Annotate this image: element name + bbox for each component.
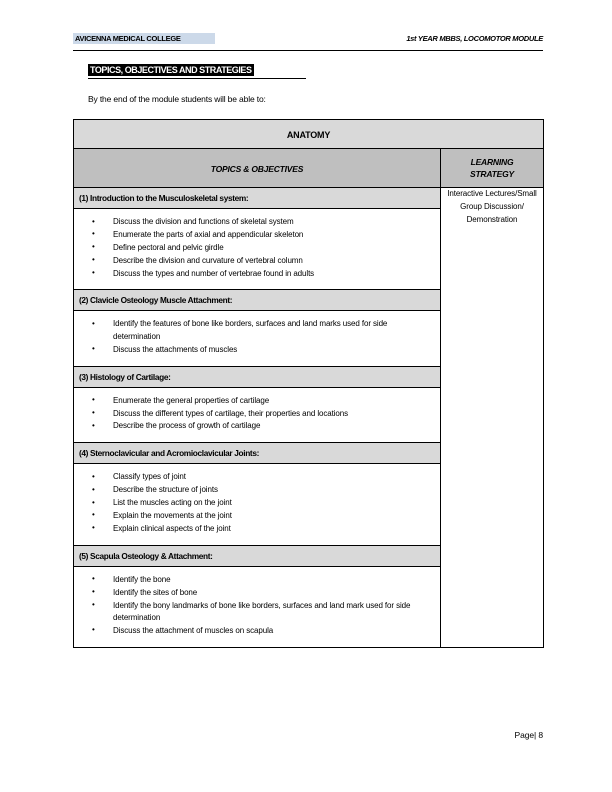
header-divider <box>73 50 543 51</box>
intro-text: By the end of the module students will be able to: <box>88 94 266 104</box>
list-item: • Describe the division and curvature of vertebral column <box>82 255 432 267</box>
list-item: • Discuss the attachment of muscles on scapula <box>82 625 432 637</box>
table-column-headers <box>74 149 544 188</box>
objective-list <box>82 574 432 637</box>
topics-objectives-cell <box>74 188 441 648</box>
page-number: Page| 8 <box>514 730 543 740</box>
list-item: • List the muscles acting on the joint <box>82 497 432 509</box>
topic-heading: (1) Introduction to the Musculoskeletal system: <box>74 188 440 209</box>
list-item: • Explain the movements at the joint <box>82 510 432 522</box>
learning-strategy-cell: Interactive Lectures/Small Group Discussion/ Demonstration <box>441 188 544 648</box>
strategy-column-header-line1: LEARNING <box>470 156 514 167</box>
topic-heading: (4) Sternoclavicular and Acromioclavicular Joints: <box>74 442 440 464</box>
subject-header-cell <box>74 120 544 149</box>
list-item: • Define pectoral and pelvic girdle <box>82 242 432 254</box>
list-item: • Identify the sites of bone <box>82 587 432 599</box>
running-header <box>73 33 543 51</box>
topic-objectives <box>74 388 440 443</box>
list-item: • Identify the bony landmarks of bone like borders, surfaces and land mark used for side determination <box>82 600 432 625</box>
list-item: • Describe the process of growth of cartilage <box>82 420 432 432</box>
topic-objectives <box>74 209 440 289</box>
topic-heading: (2) Clavicle Osteology Muscle Attachment: <box>74 289 440 311</box>
topic-objectives <box>74 567 440 647</box>
subject-name: ANATOMY <box>286 130 331 140</box>
list-item: • Explain clinical aspects of the joint <box>82 523 432 535</box>
page-title-underline <box>88 78 306 79</box>
topics-objectives-table <box>73 119 544 648</box>
topic-heading: (5) Scapula Osteology & Attachment: <box>74 545 440 567</box>
list-item: • Describe the structure of joints <box>82 484 432 496</box>
table-body-row <box>74 188 544 648</box>
strategy-column-header-line2: STRATEGY <box>469 169 515 179</box>
list-item: • Classify types of joint <box>82 471 432 483</box>
list-item: • Discuss the attachments of muscles <box>82 344 432 356</box>
topic-group-list <box>74 188 440 647</box>
topics-column-header-cell <box>74 149 441 188</box>
list-item: • Enumerate the general properties of cartilage <box>82 395 432 407</box>
objective-list <box>82 216 432 280</box>
list-item: • Discuss the different types of cartilage, their properties and locations <box>82 408 432 420</box>
list-item: • Identify the features of bone like borders, surfaces and land marks used for side determination <box>82 318 432 343</box>
strategy-column-header-cell <box>441 149 544 188</box>
topic-objectives <box>74 311 440 365</box>
table-subject-row <box>74 120 544 149</box>
page-title: TOPICS, OBJECTIVES AND STRATEGIES <box>90 65 252 75</box>
topics-column-header: TOPICS & OBJECTIVES <box>210 164 304 174</box>
topic-objectives <box>74 464 440 544</box>
list-item: • Identify the bone <box>82 574 432 586</box>
list-item: • Enumerate the parts of axial and appendicular skeleton <box>82 229 432 241</box>
topic-heading: (3) Histology of Cartilage: <box>74 366 440 388</box>
list-item: • Discuss the division and functions of skeletal system <box>82 216 432 228</box>
list-item: • Discuss the types and number of vertebrae found in adults <box>82 268 432 280</box>
college-name: AVICENNA MEDICAL COLLEGE <box>73 33 215 44</box>
objective-list <box>82 318 432 356</box>
module-title: 1st YEAR MBBS, LOCOMOTOR MODULE <box>406 34 543 43</box>
objective-list <box>82 471 432 535</box>
objective-list <box>82 395 432 433</box>
